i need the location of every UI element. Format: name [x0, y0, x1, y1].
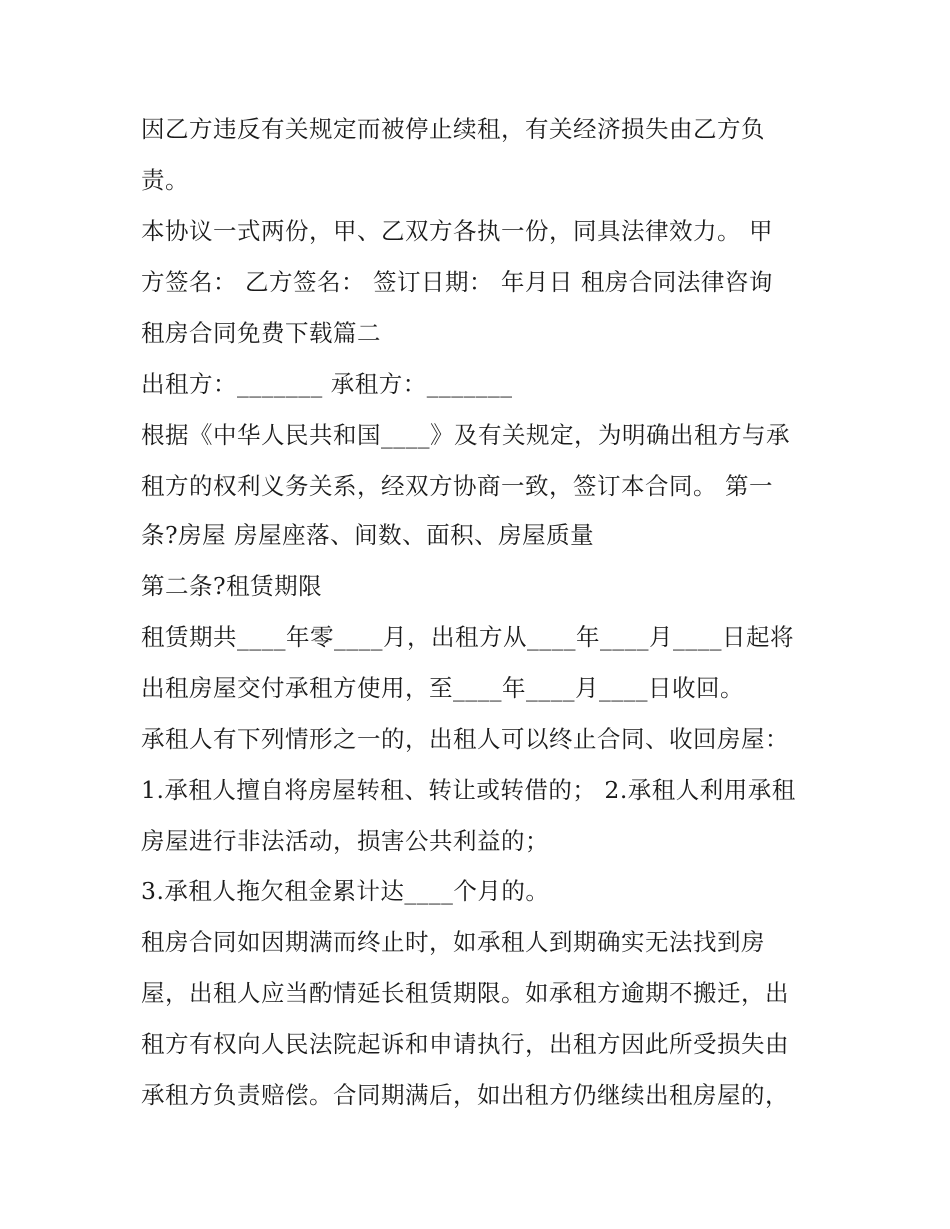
- text-line: 因乙方违反有关规定而被停止续租，有关经济损失由乙方负: [141, 115, 765, 143]
- text-line: 责。: [141, 166, 189, 194]
- section-title: 租房合同免费下载篇二: [141, 319, 381, 347]
- text-line: 条?房屋 房屋座落、间数、面积、房屋质量: [141, 521, 595, 549]
- text-line: 屋，出租人应当酌情延长租赁期限。如承租方逾期不搬迁，出: [141, 979, 789, 1007]
- text-line: 第二条?租赁期限: [141, 572, 323, 600]
- text-line: 租方有权向人民法院起诉和申请执行，出租方因此所受损失由: [141, 1030, 789, 1058]
- text-line: 租赁期共____年零____月，出租方从____年____月____日起将: [141, 623, 794, 651]
- text-line: 承租方负责赔偿。合同期满后，如出租方仍继续出租房屋的，: [141, 1081, 789, 1109]
- text-line: 租方的权利义务关系，经双方协商一致，签订本合同。 第一: [141, 472, 773, 500]
- text-line: 承租人有下列情形之一的，出租人可以终止合同、收回房屋：: [141, 725, 789, 753]
- text-line: 本协议一式两份，甲、乙双方各执一份，同具法律效力。 甲: [141, 217, 773, 245]
- text-line: 出租房屋交付承租方使用，至____年____月____日收回。: [141, 674, 744, 702]
- text-line: 1.承租人擅自将房屋转租、转让或转借的； 2.承租人利用承租: [141, 776, 796, 804]
- text-line: 房屋进行非法活动，损害公共利益的；: [141, 827, 549, 855]
- text-line: 方签名： 乙方签名： 签订日期： 年月日 租房合同法律咨询: [141, 268, 773, 296]
- text-line: 3.承租人拖欠租金累计达____个月的。: [141, 877, 550, 905]
- text-line: 根据《中华人民共和国____》及有关规定，为明确出租方与承: [141, 421, 790, 449]
- text-line: 租房合同如因期满而终止时，如承租人到期确实无法找到房: [141, 928, 765, 956]
- text-line: 出租方：_______ 承租方：_______: [141, 370, 513, 398]
